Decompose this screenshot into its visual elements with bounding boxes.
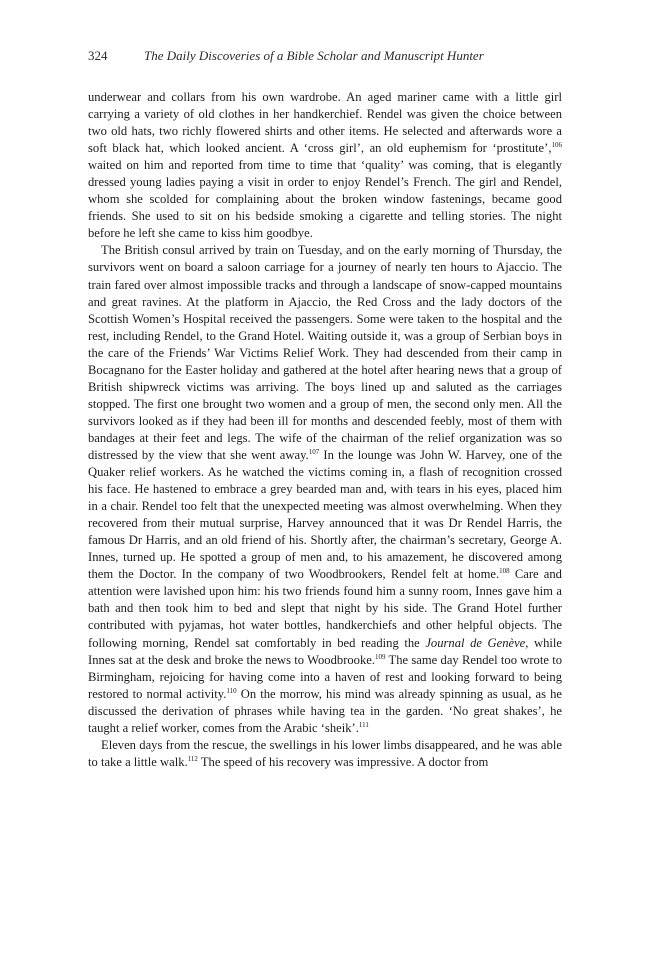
footnote-marker: 110 xyxy=(226,686,237,695)
text-run: The British consul arrived by train on Tuesday, and on the early morning of Thursday, the survivors went on board a saloon carriage for a journey of nearly ten hours to Ajaccio. The train fared over almost impossible tracks and through a landscape of snow-capped mountains and great ravines. At the platform in Ajaccio, the Red Cross and the lady doctors of the Scottish Women’s Hospital received the passengers. Some were taken to the hospital and the rest, including Rendel, to the Grand Hotel. Waiting outside it, was a group of Serbian boys in the care of the Friends’ War Victims Relief Work. They had descended from their camp in Bocagnano for the Easter holiday and gathered at the hotel after hearing news that a group of British shipwreck victims was arriving. The boys lined up and saluted as the carriages stopped. The first one brought two women and a group of men, the second only men. All the survivors looked as if they had been ill for months and descended feebly, most of them with bandages at their feet and legs. The wife of the chairman of the relief organization was so distressed by the view that she went away. xyxy=(88,243,562,462)
paragraph xyxy=(88,242,562,736)
footnote-marker: 109 xyxy=(375,652,386,661)
italic-title: Journal de Genève xyxy=(425,635,526,650)
text-run: The same day Rendel too wrote to Birmingham, rejoicing for having come into a haven of rest and looking forward to being restored to normal activity. xyxy=(88,652,562,701)
paragraph xyxy=(88,737,562,771)
text-run: Care and attention were lavished upon him: his two friends found him a sunny room, Innes gave him a bath and then took him to bed and slept that night by his side. The Grand Hotel further contributed with pyjamas, hot water bottles, handkerchiefs and other helpful objects. The following morning, Rendel sat comfortably in bed reading the xyxy=(88,567,562,650)
footnote-marker: 111 xyxy=(358,720,369,729)
page-number: 324 xyxy=(88,48,108,63)
text-run: waited on him and reported from time to time that ‘quality’ was coming, that is elegantly dressed young ladies paying a visit in order to enjoy Rendel’s French. The girl and Rendel, whom she scolded for complaining about the broken window fastenings, became good friends. She used to sit on his bedside smoking a cigarette and telling stories. The night before he left she came to kiss him goodbye. xyxy=(88,158,562,241)
text-run: , while Innes sat at the desk and broke the news to Woodbrooke. xyxy=(88,635,562,667)
paragraph xyxy=(88,89,562,242)
footnote-marker: 106 xyxy=(551,141,562,150)
text-run: The speed of his recovery was impressive. A doctor from xyxy=(197,754,489,769)
footnote-marker: 112 xyxy=(187,754,198,763)
body-text xyxy=(88,89,562,771)
text-run: On the morrow, his mind was already spinning as usual, as he discussed the derivation of phrases while having tea in the garden. ‘No great shakes’, he taught a relief worker, comes from the Arabic ‘sheik’. xyxy=(88,686,562,735)
footnote-marker: 107 xyxy=(308,447,320,456)
running-head xyxy=(88,48,564,64)
text-run: In the lounge was John W. Harvey, one of the Quaker relief workers. As he watched the victims coming in, a flash of recognition crossed his face. He hastened to embrace a grey bearded man and, with tears in his eyes, placed him in a chair. Rendel too felt that the unexpected meeting was almost overwhelming. When they recovered from their mutual surprise, Harvey announced that it was Dr Rendel Harris, the famous Dr Harris, and an old friend of his. Shortly after, the chairman’s secretary, George A. Innes, turned up. He spotted a group of men and, to his amazement, he discovered among them the Doctor. In the company of two Woodbrookers, Rendel felt at home. xyxy=(88,447,562,582)
running-title: The Daily Discoveries of a Bible Scholar and Manuscript Hunter xyxy=(144,48,484,63)
text-run: underwear and collars from his own wardrobe. An aged mariner came with a little girl carrying a variety of old clothes in her handkerchief. Rendel was given the choice between two old hats, two richly flowered shirts and other items. He selected and afterwards wore a soft black hat, which looked ancient. A ‘cross girl’, an old euphemism for ‘prostitute’, xyxy=(88,90,562,156)
text-run: Eleven days from the rescue, the swellings in his lower limbs disappeared, and he was able to take a little walk. xyxy=(88,737,562,769)
footnote-marker: 108 xyxy=(499,567,510,576)
